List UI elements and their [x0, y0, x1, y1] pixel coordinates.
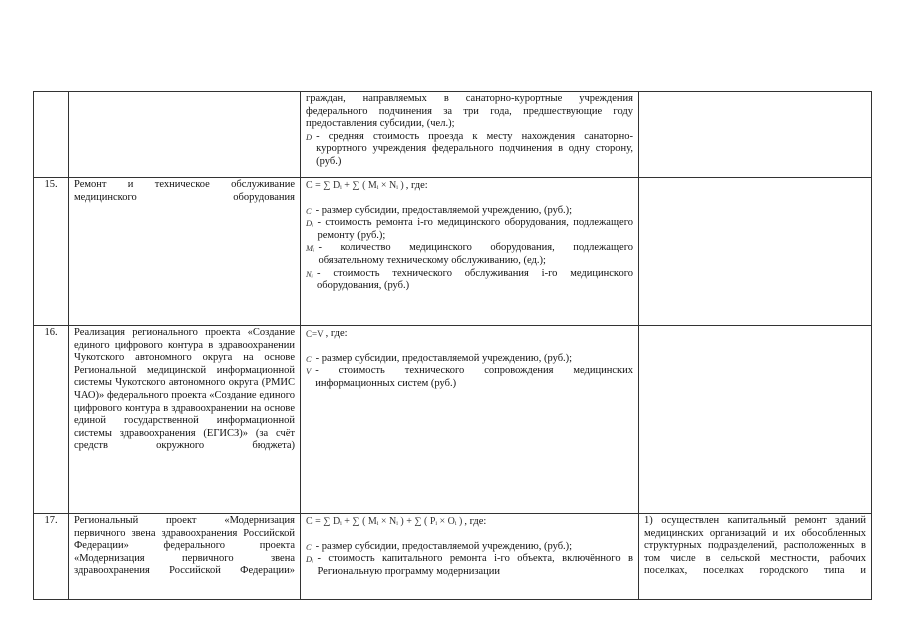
- row-number: 17.: [34, 514, 69, 600]
- symbol-label: C: [306, 541, 312, 552]
- row-number: 15.: [34, 178, 69, 326]
- row-result-cell: [639, 178, 872, 326]
- row-result-cell: [639, 326, 872, 514]
- symbol-definition: [306, 268, 633, 293]
- row-formula-cell: [301, 326, 639, 514]
- formula-expression: C = ∑ Dᵢ + ∑ ( Mᵢ × Nᵢ ) + ∑ ( Pᵢ × Oᵢ ): [306, 516, 463, 527]
- symbol-label: Dᵢ: [306, 218, 314, 229]
- symbol-text: - стоимость капитального ремонта i-го объекта, включённого в Региональную программу модернизации: [317, 553, 633, 577]
- symbol-definition: [306, 365, 633, 390]
- symbol-label: D: [306, 131, 313, 142]
- table-row: [34, 326, 872, 514]
- row-number: [34, 92, 69, 178]
- formula-expression: C = ∑ Dᵢ + ∑ ( Mᵢ × Nᵢ ): [306, 180, 404, 191]
- table-row: [34, 92, 872, 178]
- row-result-cell: [639, 92, 872, 178]
- symbol-text: - стоимость технического сопровождения медицинских информационных систем (руб.): [315, 365, 633, 389]
- symbol-text: - размер субсидии, предоставляемой учреждению, (руб.);: [315, 540, 573, 552]
- formula: [306, 180, 633, 193]
- subsidy-table: [33, 91, 872, 600]
- symbol-text: - количество медицинского оборудования, подлежащего обязательному техническому обслуживанию, (ед.);: [318, 242, 633, 266]
- symbol-label: C: [306, 353, 312, 364]
- row-result-cell: 1) осуществлен капитальный ремонт зданий медицинских организаций и их обособленных структурных подразделений, расположенных в том числе в сельской местности, рабочих поселках, поселках городского типа и: [639, 514, 872, 600]
- row-number: 16.: [34, 326, 69, 514]
- symbol-label: Dᵢ: [306, 554, 314, 565]
- formula-expression: C=V: [306, 329, 324, 339]
- row-name: Реализация регионального проекта «Создание единого цифрового контура в здравоохранении Чукотского автономного округа на основе Региональной медицинской информационной системы Чукотского автономного округа (РМИС ЧАО)» федерального проекта «Создание единого цифрового контура в здравоохранении на основе единой государственной информационной системы здравоохранения (ЕГИСЗ)» (за счёт средств окружного бюджета): [69, 326, 301, 514]
- symbol-label: Mᵢ: [306, 243, 315, 254]
- symbol-text: - стоимость ремонта i-го медицинского оборудования, подлежащего ремонту (руб.);: [317, 217, 633, 241]
- symbol-definition: [306, 353, 633, 366]
- symbol-definition: [306, 205, 633, 218]
- symbol-text: - средняя стоимость проезда к месту нахождения санаторно-курортного учреждения федерального подчинения в одну сторону, (руб.): [316, 130, 633, 167]
- formula: [306, 328, 633, 341]
- symbol-definition: [306, 242, 633, 267]
- formula-description: граждан, направляемых в санаторно-курортные учреждения федерального подчинения за три года, предшествующие году предоставления субсидии, (чел.);: [306, 93, 633, 130]
- formula-suffix: , где:: [325, 328, 348, 339]
- formula: [306, 516, 633, 529]
- symbol-label: V: [306, 366, 312, 377]
- table-row: [34, 514, 872, 600]
- formula-suffix: , где:: [464, 516, 487, 527]
- row-name: Региональный проект «Модернизация первичного звена здравоохранения Российской Федерации» федерального проекта «Модернизация первичного звена здравоохранения Российской Федерации»: [69, 514, 301, 600]
- symbol-definition: [306, 217, 633, 242]
- symbol-text: - стоимость технического обслуживания i-го медицинского оборудования, (руб.): [317, 267, 633, 292]
- symbol-definition: [306, 541, 633, 554]
- row-name: [69, 92, 301, 178]
- row-formula-cell: [301, 92, 639, 178]
- symbol-definition: [306, 553, 633, 578]
- row-formula-cell: [301, 514, 639, 600]
- symbol-label: C: [306, 205, 312, 216]
- symbol-definition: [306, 131, 633, 169]
- row-formula-cell: [301, 178, 639, 326]
- table-row: [34, 178, 872, 326]
- symbol-text: - размер субсидии, предоставляемой учреждению, (руб.);: [315, 352, 573, 364]
- symbol-label: Nᵢ: [306, 268, 314, 279]
- row-name: Ремонт и техническое обслуживание медицинского оборудования: [69, 178, 301, 326]
- symbol-text: - размер субсидии, предоставляемой учреждению, (руб.);: [315, 204, 573, 216]
- formula-suffix: , где:: [405, 180, 428, 191]
